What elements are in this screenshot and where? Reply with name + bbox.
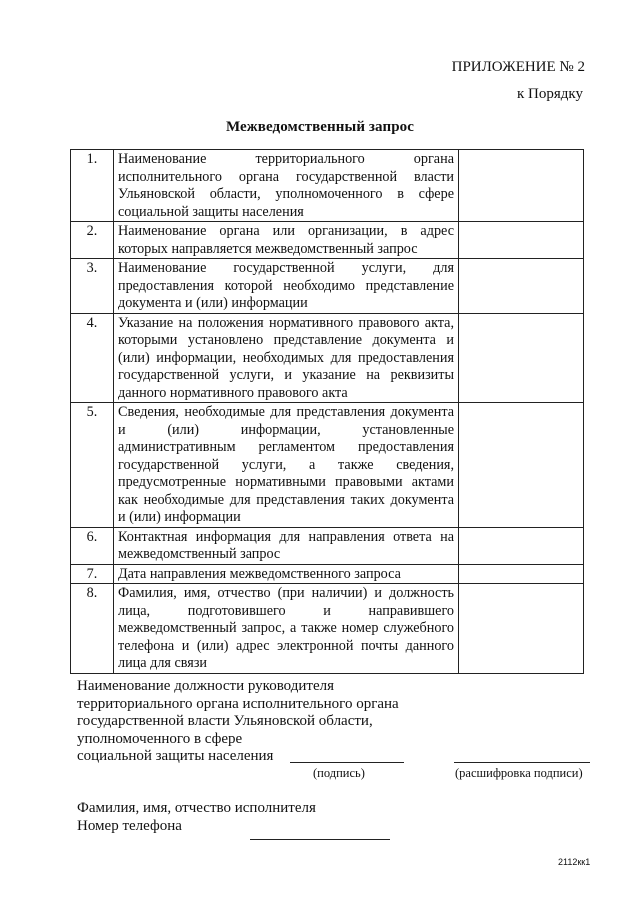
table-row — [71, 403, 584, 528]
signatory-line: Наименование должности руководителя — [77, 678, 335, 694]
row-description: Наименование государственной услуги, для предоставления которой необходимо представление документа и (или) информации — [114, 259, 459, 314]
row-description: Контактная информация для направления ответа на межведомственный запрос — [114, 527, 459, 564]
signatory-line: государственной власти Ульяновской области, — [77, 713, 373, 729]
row-value-cell — [459, 222, 584, 259]
signatory-line: территориального органа исполнительного органа — [77, 695, 399, 712]
row-value-cell — [459, 150, 584, 222]
signatory-line: уполномоченного в сфере — [77, 730, 243, 747]
signatory-position-block — [77, 678, 407, 766]
signatory-line: социальной защиты населения — [77, 748, 274, 764]
row-description: Дата направления межведомственного запроса — [114, 564, 459, 584]
row-value-cell — [459, 527, 584, 564]
row-number: 4. — [71, 313, 114, 403]
table-row — [71, 150, 584, 222]
row-number: 6. — [71, 527, 114, 564]
row-number: 1. — [71, 150, 114, 222]
table-row — [71, 564, 584, 584]
signature-caption: (подпись) — [313, 766, 365, 780]
table-row — [71, 527, 584, 564]
document-title: Межведомственный запрос — [225, 119, 415, 135]
executor-phone-label: Номер телефона — [77, 818, 182, 834]
request-table — [70, 149, 584, 674]
appendix-number: ПРИЛОЖЕНИЕ № 2 — [451, 59, 585, 75]
executor-name-label: Фамилия, имя, отчество исполнителя — [77, 800, 316, 816]
row-number: 3. — [71, 259, 114, 314]
row-number: 8. — [71, 584, 114, 674]
row-description: Сведения, необходимые для представления документа и (или) информации, установленные административным регламентом предоставления государственной услуги, а также сведения, предусмотренные нормативными правовыми актами как необходимые для представления таких документа и (или) информации — [114, 403, 459, 528]
appendix-header — [430, 58, 585, 103]
executor-block — [77, 799, 316, 835]
row-description: Фамилия, имя, отчество (при наличии) и должность лица, подготовившего и направившего межведомственный запрос, а также номер служебного телефона и (или) адрес электронной почты данного лица для связи — [114, 584, 459, 674]
table-row — [71, 259, 584, 314]
executor-signature-line[interactable] — [250, 839, 390, 840]
appendix-reference: к Порядку — [517, 86, 583, 102]
row-number: 2. — [71, 222, 114, 259]
row-value-cell — [459, 259, 584, 314]
signature-decode-line[interactable] — [454, 762, 590, 763]
row-description: Наименование органа или организации, в адрес которых направляется межведомственный запрос — [114, 222, 459, 259]
signature-line[interactable] — [290, 762, 404, 763]
row-description: Наименование территориального органа исполнительного органа государственной власти Ульяновской области, уполномоченного в сфере социальной защиты населения — [114, 150, 459, 222]
row-number: 5. — [71, 403, 114, 528]
table-row — [71, 222, 584, 259]
table-row — [71, 584, 584, 674]
table-row — [71, 313, 584, 403]
row-value-cell — [459, 403, 584, 528]
row-value-cell — [459, 313, 584, 403]
document-code: 2112кк1 — [558, 857, 591, 867]
row-value-cell — [459, 564, 584, 584]
row-value-cell — [459, 584, 584, 674]
signature-decode-caption: (расшифровка подписи) — [455, 766, 583, 780]
row-description: Указание на положения нормативного правового акта, которыми установлено представление документа и (или) информации, необходимых для предоставления государственной услуги, и указание на реквизиты данного нормативного правового акта — [114, 313, 459, 403]
row-number: 7. — [71, 564, 114, 584]
